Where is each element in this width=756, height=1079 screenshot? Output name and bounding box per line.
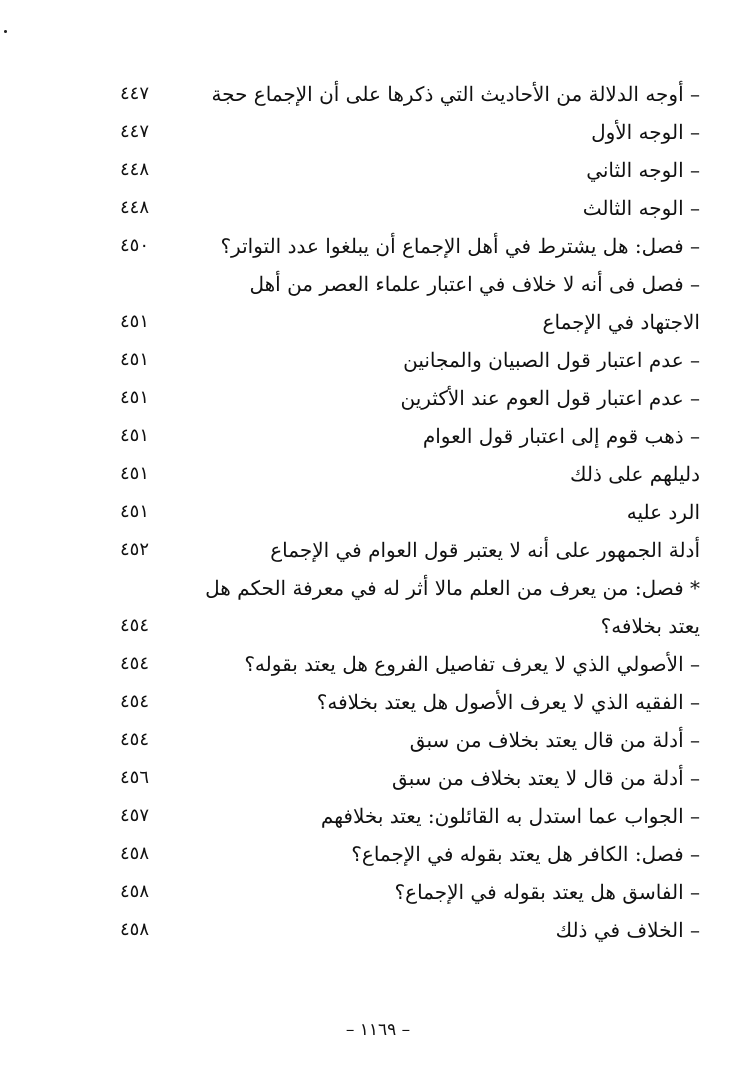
toc-entry-text: * فصل: من يعرف من العلم مالا أثر له في معرفة الحكم هل يعتد بخلافه؟: [205, 576, 700, 638]
toc-entry-page: ٤٥١: [120, 501, 150, 522]
toc-entry: [120, 911, 700, 949]
toc-entry-page: ٤٥١: [120, 349, 150, 370]
toc-entry: [120, 189, 700, 227]
toc-entry-text: – فصل فى أنه لا خلاف في اعتبار علماء العصر من أهل الاجتهاد في الإجماع: [249, 272, 700, 334]
toc-entry-page: ٤٤٨: [120, 197, 150, 218]
toc-entry-page: ٤٥١: [120, 463, 150, 484]
toc-entry-page: ٤٥٨: [120, 919, 150, 940]
toc-entry-page: ٤٥٠: [120, 235, 150, 256]
toc-entry-page: ٤٥٨: [120, 843, 150, 864]
toc-entry-page: ٤٥٤: [120, 729, 150, 750]
toc-entry-page: ٤٥٤: [120, 691, 150, 712]
toc-entry-page: ٤٤٧: [120, 83, 150, 104]
toc-entry: [120, 569, 700, 645]
toc-entry-text: أدلة الجمهور على أنه لا يعتبر قول العوام في الإجماع: [270, 538, 700, 562]
toc-entry-page: ٤٥٨: [120, 881, 150, 902]
toc-entry-text: – الأصولي الذي لا يعرف تفاصيل الفروع هل يعتد بقوله؟: [244, 652, 700, 676]
toc-entry-text: – أوجه الدلالة من الأحاديث التي ذكرها على أن الإجماع حجة: [211, 82, 700, 106]
toc-entry: [120, 835, 700, 873]
toc-entry: [120, 645, 700, 683]
toc-entry-page: ٤٥٤: [120, 653, 150, 674]
toc-entry-text: – عدم اعتبار قول الصبيان والمجانين: [403, 348, 700, 372]
toc-entry-page: ٤٥١: [120, 425, 150, 446]
toc-entry: [120, 531, 700, 569]
toc-entry-text: – الجواب عما استدل به القائلون: يعتد بخلافهم: [320, 804, 700, 828]
toc-entry: [120, 683, 700, 721]
toc-entry-text: – الوجه الأول: [591, 120, 700, 144]
toc-entry-text: – فصل: هل يشترط في أهل الإجماع أن يبلغوا عدد التواتر؟: [220, 234, 700, 258]
toc-entry: [120, 341, 700, 379]
toc-entry-text: – الوجه الثالث: [582, 196, 700, 220]
toc-entry-text: – ذهب قوم إلى اعتبار قول العوام: [422, 424, 700, 448]
margin-dot: [4, 30, 7, 33]
toc-entry-text: – أدلة من قال لا يعتد بخلاف من سبق: [392, 766, 700, 790]
toc-entry: [120, 227, 700, 265]
toc-entry: [120, 721, 700, 759]
toc-entry-text: – الفاسق هل يعتد بقوله في الإجماع؟: [394, 880, 700, 904]
toc-entry-text: – أدلة من قال يعتد بخلاف من سبق: [409, 728, 700, 752]
toc-entry: [120, 113, 700, 151]
toc-entry-text: – الوجه الثاني: [586, 158, 700, 182]
page-number: – ١١٦٩ –: [345, 1020, 411, 1040]
toc-entry: [120, 151, 700, 189]
toc-entry: [120, 75, 700, 113]
toc-entry: [120, 493, 700, 531]
toc-entry: [120, 379, 700, 417]
toc-entry-page: ٤٤٨: [120, 159, 150, 180]
toc-entry-page: ٤٥٢: [120, 539, 150, 560]
toc-entry: [120, 455, 700, 493]
toc-entry-page: ٤٥١: [120, 387, 150, 408]
toc-entry-page: ٤٥٦: [120, 767, 150, 788]
table-of-contents: [120, 75, 700, 949]
toc-entry-text: – فصل: الكافر هل يعتد بقوله في الإجماع؟: [351, 842, 700, 866]
toc-entry-page: ٤٥٧: [120, 805, 150, 826]
toc-entry: [120, 873, 700, 911]
toc-entry: [120, 265, 700, 341]
toc-entry-page: ٤٤٧: [120, 121, 150, 142]
toc-entry: [120, 417, 700, 455]
toc-entry-text: دليلهم على ذلك: [570, 462, 700, 486]
toc-entry-text: الرد عليه: [626, 500, 700, 524]
toc-entry-text: – الخلاف في ذلك: [555, 918, 700, 942]
toc-entry: [120, 759, 700, 797]
toc-entry-text: – عدم اعتبار قول العوم عند الأكثرين: [400, 386, 700, 410]
toc-entry-text: – الفقيه الذي لا يعرف الأصول هل يعتد بخلافه؟: [316, 690, 700, 714]
toc-entry-page: ٤٥٤: [120, 615, 150, 636]
toc-entry-page: ٤٥١: [120, 311, 150, 332]
toc-entry: [120, 797, 700, 835]
